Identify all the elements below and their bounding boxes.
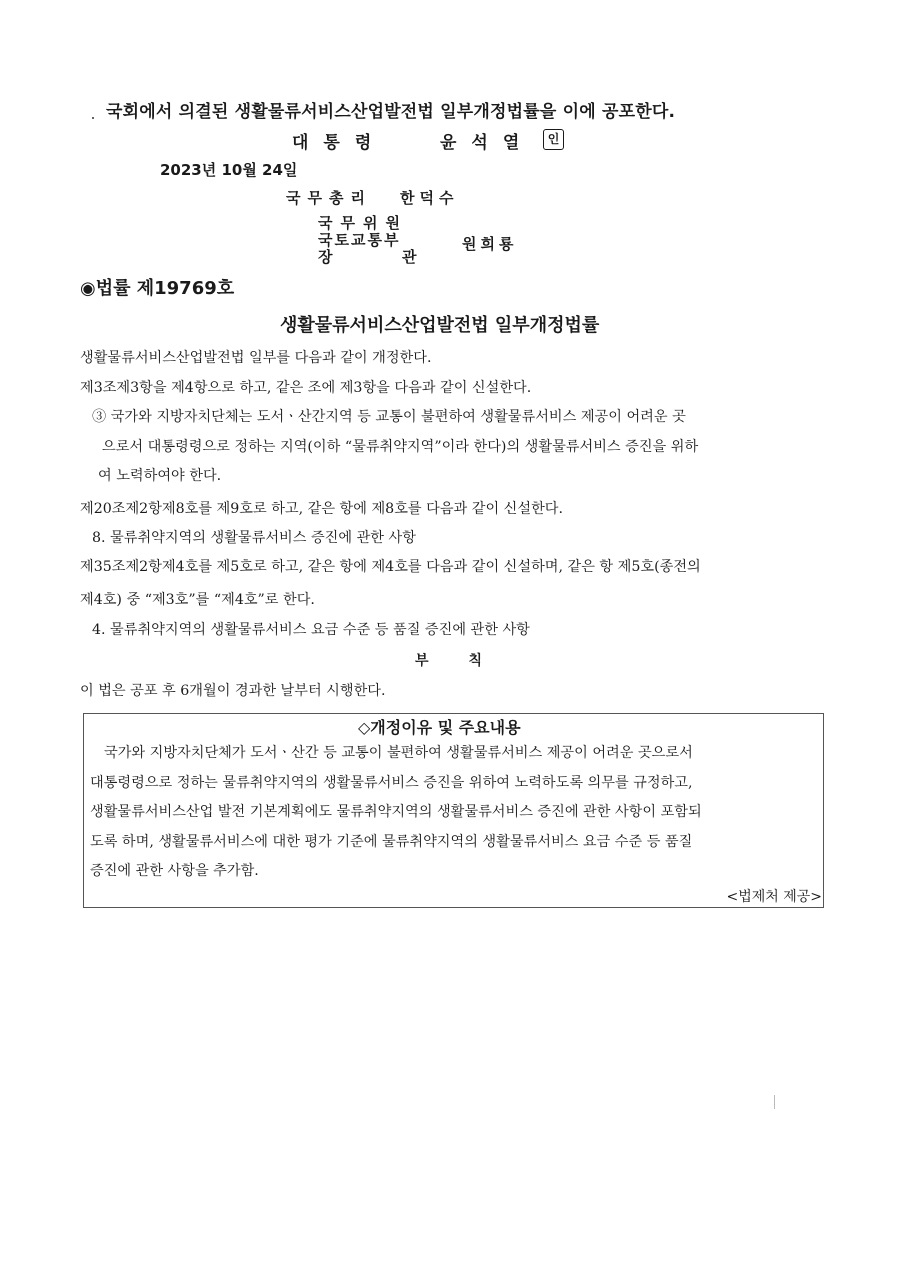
addenda-title: 부칙 [415, 653, 523, 669]
minister-title-line3a: 장 [318, 248, 333, 266]
minister-title-line3b: 관 [402, 248, 417, 266]
prime-minister-title: 국무총리 [286, 189, 372, 207]
promulgation-date: 2023년 10월 24일 [160, 161, 298, 179]
summary-line: 도록 하며, 생활물류서비스에 대한 평가 기준에 물류취약지역의 생활물류서비스 요금 수준 등 품질 [90, 834, 693, 850]
summary-line: 증진에 관한 사항을 추가함. [90, 863, 259, 879]
amendment-line: 여 노력하여야 한다. [98, 468, 222, 484]
amendment-line: 8. 물류취약지역의 생활물류서비스 증진에 관한 사항 [92, 530, 416, 546]
addenda-text: 이 법은 공포 후 6개월이 경과한 날부터 시행한다. [80, 683, 386, 699]
amendment-line: 제35조제2항제4호를 제5호로 하고, 같은 항에 제4호를 다음과 같이 신설하며, 같은 항 제5호(종전의 [80, 559, 701, 575]
law-number: ◉법률 제19769호 [80, 278, 235, 299]
summary-line: 국가와 지방자치단체가 도서ㆍ산간 등 교통이 불편하여 생활물류서비스 제공이 어려운 곳으로서 [104, 745, 693, 761]
minister-title-line2: 국토교통부 [318, 231, 401, 249]
law-title: 생활물류서비스산업발전법 일부개정법률 [280, 315, 600, 336]
summary-line: 대통령령으로 정하는 물류취약지역의 생활물류서비스 증진을 위하여 노력하도록 의무를 규정하고, [90, 775, 693, 791]
amendment-line: 생활물류서비스산업발전법 일부를 다음과 같이 개정한다. [80, 350, 432, 366]
amendment-line: ③ 국가와 지방자치단체는 도서ㆍ산간지역 등 교통이 불편하여 생활물류서비스 제공이 어려운 곳 [92, 409, 686, 425]
source-note: <법제처 제공> [726, 889, 822, 905]
prime-minister-name: 한덕수 [400, 189, 459, 207]
scan-speck [92, 117, 94, 119]
amendment-line: 제3조제3항을 제4항으로 하고, 같은 조에 제3항을 다음과 같이 신설한다. [80, 380, 532, 396]
minister-title-line1: 국무위원 [318, 214, 408, 232]
amendment-line: 제4호) 중 “제3호”를 “제4호”로 한다. [80, 592, 315, 608]
president-name: 윤석열 [440, 133, 535, 153]
amendment-line: 4. 물류취약지역의 생활물류서비스 요금 수준 등 품질 증진에 관한 사항 [92, 622, 530, 638]
summary-line: 생활물류서비스산업 발전 기본계획에도 물류취약지역의 생활물류서비스 증진에 관한 사항이 포함되 [90, 804, 702, 820]
president-title: 대통령 [292, 133, 387, 153]
amendment-line: 으로서 대통령령으로 정하는 지역(이하 “물류취약지역”이라 한다)의 생활물류서비스 증진을 위하 [102, 439, 699, 455]
seal-mark: 인 [543, 129, 564, 150]
amendment-line: 제20조제2항제8호를 제9호로 하고, 같은 항에 제8호를 다음과 같이 신설한다. [80, 501, 564, 517]
promulgation-statement: 국회에서 의결된 생활물류서비스산업발전법 일부개정법률을 이에 공포한다. [106, 102, 676, 122]
scan-speck [774, 1095, 775, 1109]
minister-name: 원희룡 [462, 235, 518, 253]
summary-title: ◇개정이유 및 주요내용 [358, 718, 521, 737]
